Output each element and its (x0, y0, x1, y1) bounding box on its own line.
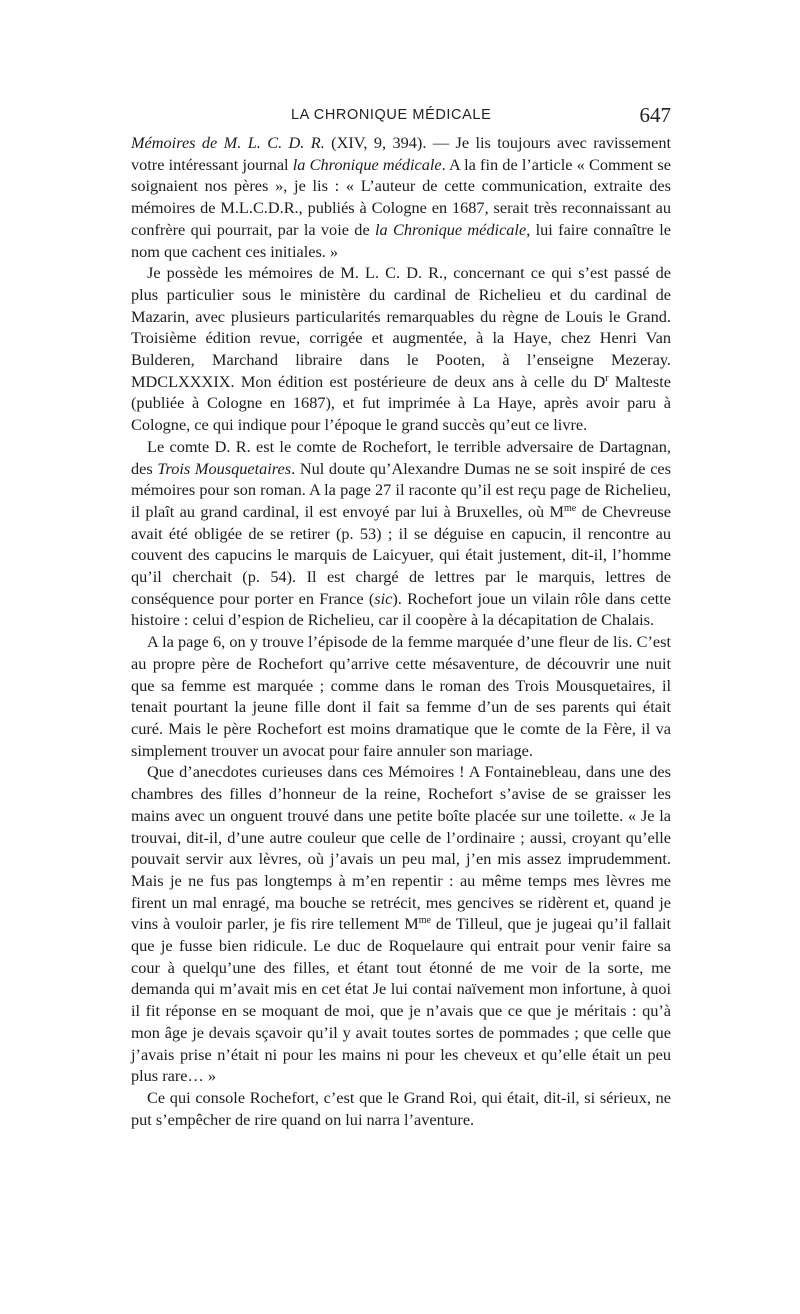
page-number: 647 (639, 103, 671, 127)
paragraph-4: A la page 6, on y trouve l’épisode de la femme marquée d’une fleur de lis. C’est au propre père de Rochefort qu’arrive cette mésaventure, de découvrir une nuit que sa femme est marquée ; comme dans le roman des Trois Mousquetaires, il tenait pourtant la jeune fille dont il fait sa femme d’un de ses parents qui était curé. Mais le père Rochefort est moins dramatique que le comte de la Fère, il va simplement trouver un avocat pour faire annuler son mariage. (131, 632, 671, 760)
paragraph-5: Que d’anecdotes curieuses dans ces Mémoires ! A Fontainebleau, dans une des chambres des filles d’honneur de la reine, Rochefort s’avise de se graisser les mains avec un onguent trouvé dans une petite boîte placée sur une toilette. « Je la trouvai, dit-il, d’une autre couleur que celle de l’ordinaire ; aussi, croyant qu’elle pouvait servir aux lèvres, où j’avais un peu mal, j’en mis assez imprudemment. Mais je ne fus pas longtemps à m’en repentir : au même temps mes lèvres me firent un mal enragé, ma bouche se retrécit, mes gencives se ridèrent et, quand je vins à vouloir parler, je fis rire tellement $M^{me}$ de Tilleul, que je jugeai qu’il fallait que je fusse bien ridicule. Le duc de Roquelaure qui entrait pour venir faire sa cour à quelqu’une des filles, et étant tout étonné de me voir de la sorte, me demanda qui m’avait mis en cet état Je lui contai naïvement mon infortune, à quoi il fit réponse en se moquant de moi, que je n’avais que ce que je méritais : qu’à mon âge je devais sçavoir qu’il y avait toutes sortes de pommades ; que celle que j’avais prise n’était ni pour les mains ni pour les cheveux et qu’elle était un peu plus rare… » (131, 762, 671, 1086)
paragraph-6: Ce qui console Rochefort, c’est que le Grand Roi, qui était, dit-il, si sérieux, ne put s’empêcher de rire quand on lui narra l’aventure. (131, 1087, 671, 1129)
running-title: LA CHRONIQUE MÉDICALE (291, 107, 492, 123)
superscript: me (564, 502, 577, 514)
body-text (131, 132, 671, 1130)
paragraph-3: Le comte D. R. est le comte de Rochefort, le terrible adversaire de Dartagnan, des Trois Mousquetaires. Nul doute qu’Alexandre Dumas ne se soit inspiré de ces mémoires pour son roman. A la page 27 il raconte qu’il est reçu page de Richelieu, il plaît au grand cardinal, il est envoyé par lui à Bruxelles, où $M^{me}$ de Chevreuse avait été obligée de se retirer (p. 53) ; il se déguise en capucin, il rencontre au couvent des capucins le marquis de Laicyuer, qui était justement, dit-il, l’homme qu’il cherchait (p. 54). Il est chargé de lettres par le marquis, lettres de conséquence pour porter en France (sic). Rochefort joue un vilain rôle dans cette histoire : celui d’espion de Richelieu, car il coopère à la décapitation de Chalais. (131, 436, 672, 630)
superscript: r (605, 372, 609, 384)
page-header (131, 103, 671, 131)
superscript: me (418, 915, 431, 927)
paragraph-2: Je possède les mémoires de M. L. C. D. R., concernant ce qui s’est passé de plus particulier sous le ministère du cardinal de Richelieu et du cardinal de Mazarin, avec plusieurs particularités remarquables du règne de Louis le Grand. Troisième édition revue, corrigée et augmentée, à la Haye, chez Henri Van Bulderen, Marchand libraire dans le Pooten, à l’enseigne Mezeray. MDCLXXXIX. Mon édition est postérieure de deux ans à celle du $D^r$ Malteste (publiée à Cologne en 1687), et fut imprimée à La Haye, après avoir paru à Cologne, ce qui indique pour l’époque le grand succès qu’eut ce livre. (131, 263, 671, 435)
sic-note: sic (374, 588, 393, 608)
paragraph-1: Mémoires de M. L. C. D. R. (XIV, 9, 394). — Je lis toujours avec ravissement votre intéressant journal la Chronique médicale. A la fin de l’article « Comment se soignaient nos pères », je lis : « L’auteur de cette communication, extraite des mémoires de M.L.C.D.R., publiés à Cologne en 1687, serait très reconnaissant au confrère qui pourrait, par la voie de la Chronique médicale, lui faire connaître le nom que cachent ces initiales. » (131, 133, 671, 261)
journal-title: la Chronique médicale (375, 219, 527, 239)
novel-title: Trois Mousquetaires (157, 458, 292, 478)
book-title: Mémoires de M. L. C. D. R. (131, 133, 325, 152)
journal-title: la Chronique médicale (292, 154, 442, 174)
